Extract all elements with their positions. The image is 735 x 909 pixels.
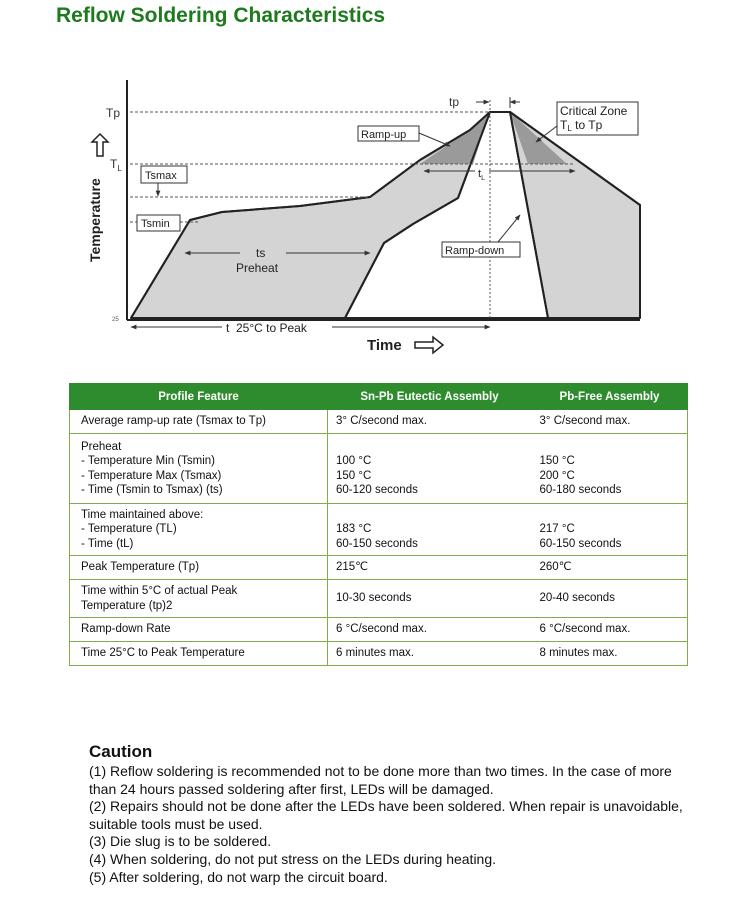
preheat-label: Preheat	[236, 261, 279, 275]
header-pbfree: Pb-Free Assembly	[532, 384, 688, 410]
cell-snpb	[328, 580, 532, 618]
cell-line: 6 °C/second max.	[539, 623, 631, 636]
page-title: Reflow Soldering Characteristics	[56, 4, 386, 27]
reflow-profile-table	[69, 383, 688, 666]
cell-line: 150 °C	[539, 455, 575, 467]
cell-line: Average ramp-up rate (Tsmax to Tp)	[81, 415, 266, 428]
cell-snpb	[328, 504, 532, 556]
tl-axis-label: $T_L$	[110, 157, 122, 173]
cell-line	[540, 440, 688, 455]
cell-line: 60-180 seconds	[539, 484, 622, 496]
ramp-up-label: Ramp-up	[361, 129, 407, 141]
tp-axis-label: Tp	[106, 106, 121, 120]
cell-pbfree	[532, 556, 688, 580]
critical-zone-label: Critical Zone	[560, 104, 628, 118]
cell-snpb	[328, 556, 532, 580]
cell-line: 60-120 seconds	[336, 484, 418, 496]
cell-line: 150 °C	[336, 469, 372, 482]
cell-line: 217 °C	[539, 523, 575, 536]
cell-line: Peak Temperature (Tp)	[81, 561, 200, 574]
cell-pbfree	[532, 642, 688, 666]
header-snpb: Sn-Pb Eutectic Assembly	[328, 384, 532, 410]
table-row	[70, 556, 688, 580]
cell-line: 260℃	[539, 561, 572, 574]
cell-line: 6 °C/second max.	[336, 623, 427, 636]
t25-to-peak-label: t 25°C to Peak	[226, 321, 307, 335]
caution-item: (2) Repairs should not be done after the LEDs have been soldered. When repair is unavoidable, suitable tools must be used.	[89, 798, 683, 832]
table-header-row	[70, 384, 688, 410]
cell-line: Ramp-down Rate	[81, 623, 171, 636]
cell-line	[336, 440, 532, 455]
tsmin-label: Tsmin	[141, 218, 170, 230]
tsmax-label: Tsmax	[145, 170, 177, 182]
tick-25: 25	[112, 317, 119, 323]
caution-section	[89, 742, 689, 886]
cell-snpb	[328, 642, 532, 666]
cell-pbfree	[532, 618, 688, 642]
cell-line: 6 minutes max.	[336, 647, 414, 660]
tp-time-label: tp	[449, 95, 460, 109]
y-axis-title: Temperature	[87, 178, 103, 262]
cell-line: 200 °C	[539, 469, 575, 482]
cell-line: - Time (Tsmin to Tsmax) (ts)	[81, 484, 223, 496]
cell-line: - Temperature Min (Tsmin)	[81, 455, 215, 467]
cell-feature	[70, 618, 328, 642]
cell-line: 60-150 seconds	[539, 537, 622, 550]
ts-label: ts	[256, 246, 266, 260]
cell-pbfree	[532, 504, 688, 556]
table-row	[70, 580, 688, 618]
ramp-down-label: Ramp-down	[445, 245, 505, 257]
cell-snpb	[328, 434, 532, 504]
caution-item: (5) After soldering, do not warp the circuit board.	[89, 868, 388, 885]
y-axis-arrow-icon	[92, 134, 108, 156]
cell-line: - Temperature (TL)	[81, 523, 177, 536]
caution-item: (1) Reflow soldering is recommended not to be done more than two times. In the case of more than 24 hours passed soldering after first, LEDs will be damaged.	[89, 763, 672, 797]
header-profile-feature: Profile Feature	[70, 384, 328, 410]
cell-line: - Time (tL)	[81, 537, 134, 550]
table-row	[70, 434, 688, 504]
cell-line: 60-150 seconds	[336, 537, 418, 550]
cell-line: 100 °C	[336, 455, 372, 467]
cell-line: Time within 5°C of actual Peak	[81, 585, 238, 597]
cell-line	[336, 508, 532, 523]
x-axis-arrow-icon	[415, 337, 443, 353]
cell-line: 8 minutes max.	[539, 647, 618, 660]
cell-feature	[70, 410, 328, 434]
table-row	[70, 504, 688, 556]
caution-item: (3) Die slug is to be soldered.	[89, 833, 272, 850]
cell-line	[540, 508, 688, 523]
caution-item: (4) When soldering, do not put stress on the LEDs during heating.	[89, 850, 497, 867]
table-row	[70, 642, 688, 666]
cell-line: Temperature (tp)2	[81, 599, 173, 612]
critical-zone-range: TL to Tp	[560, 118, 603, 133]
cell-line: 20-40 seconds	[539, 592, 615, 605]
cell-snpb	[328, 618, 532, 642]
cell-line: Time maintained above:	[81, 508, 204, 521]
cell-line: 3° C/second max.	[539, 415, 631, 428]
cell-feature	[70, 504, 328, 556]
cell-snpb	[328, 410, 532, 434]
caution-heading: Caution	[89, 742, 153, 761]
cell-feature	[70, 580, 328, 618]
cell-line: 3° C/second max.	[336, 415, 427, 428]
cell-line: - Temperature Max (Tsmax)	[81, 469, 222, 482]
reflow-profile-diagram	[0, 70, 735, 370]
cell-feature	[70, 642, 328, 666]
x-axis-title: Time	[367, 337, 402, 354]
cell-line: 183 °C	[336, 523, 372, 536]
tl-time-label: $t_L$	[478, 168, 485, 182]
cell-line: Time 25°C to Peak Temperature	[81, 647, 245, 660]
cell-line: Preheat	[81, 440, 122, 453]
table-row	[70, 618, 688, 642]
table-row	[70, 410, 688, 434]
cell-pbfree	[532, 434, 688, 504]
cell-line: 10-30 seconds	[336, 592, 412, 605]
cell-feature	[70, 434, 328, 504]
cell-pbfree	[532, 410, 688, 434]
cell-pbfree	[532, 580, 688, 618]
cell-line: 215℃	[336, 561, 369, 574]
cell-feature	[70, 556, 328, 580]
